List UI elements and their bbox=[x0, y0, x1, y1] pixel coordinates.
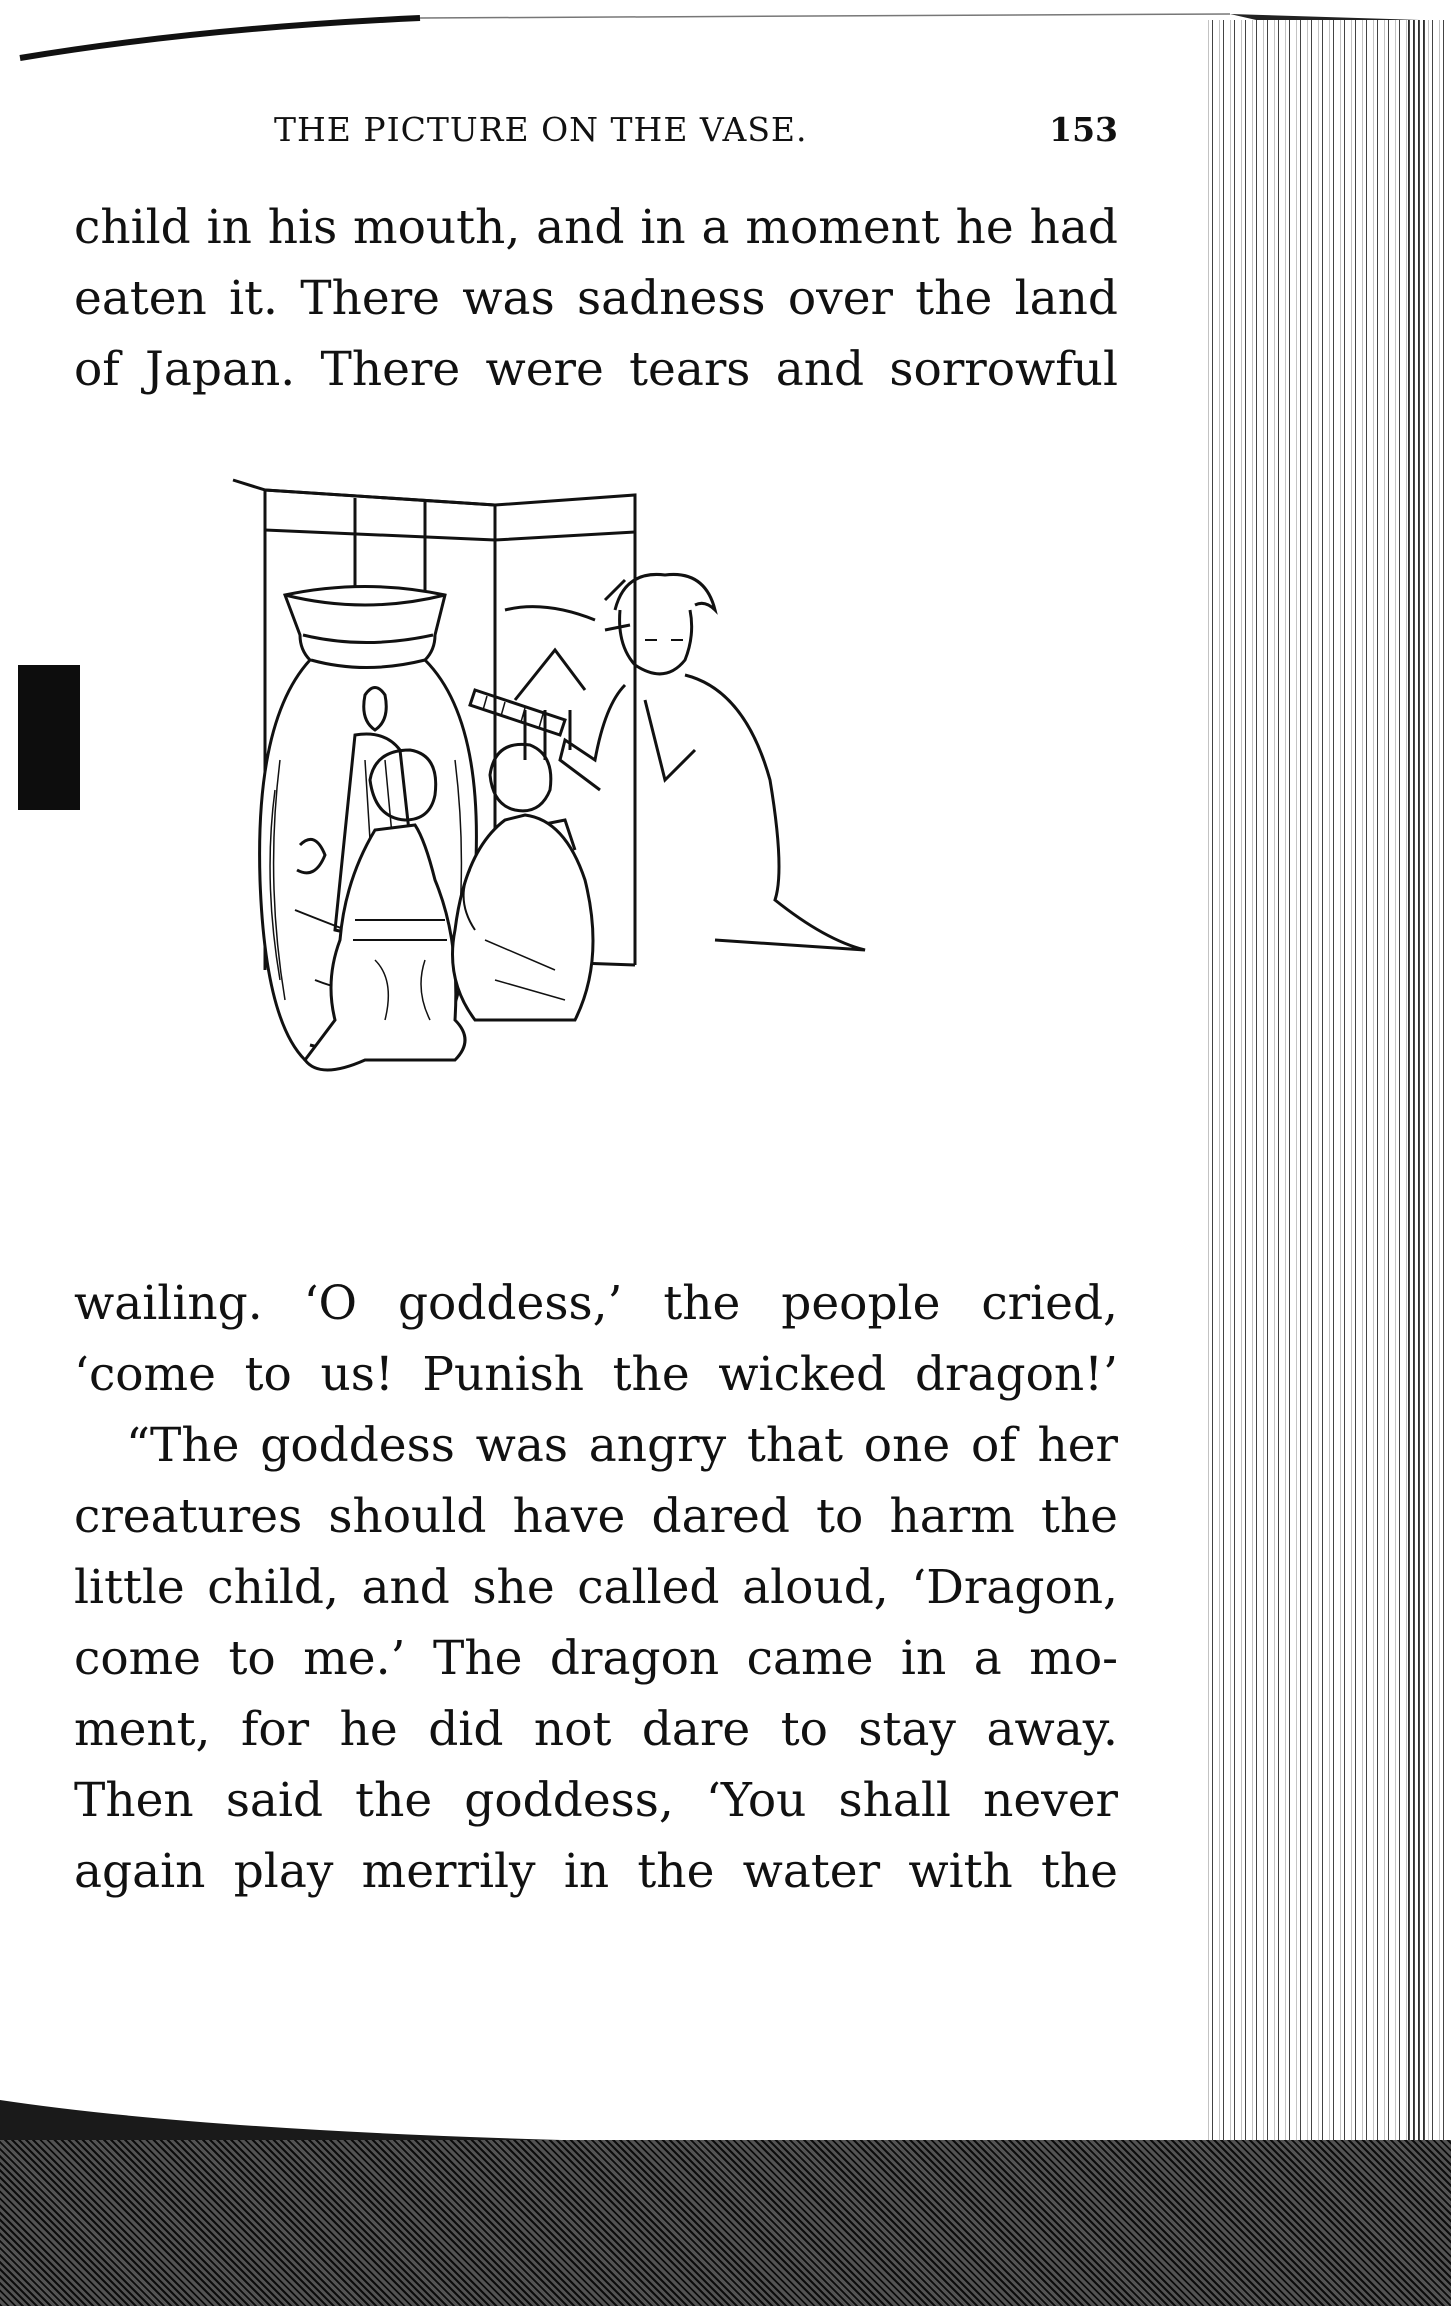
text-line: eaten it. There was sadness over the land bbox=[74, 271, 1118, 326]
text-line: little child, and she called aloud, ‘Dragon, bbox=[74, 1560, 1118, 1615]
text-line: ment, for he did not dare to stay away. bbox=[74, 1702, 1118, 1757]
text-line: creatures should have dared to harm the bbox=[74, 1489, 1118, 1544]
vase-scene-illustration bbox=[225, 460, 985, 1200]
text-line: Then said the goddess, ‘You shall never bbox=[74, 1773, 1118, 1828]
top-text-block bbox=[74, 192, 1118, 405]
text-line: child in his mouth, and in a moment he had bbox=[74, 200, 1118, 255]
page-header bbox=[274, 110, 1118, 160]
text-line: “The goddess was angry that one of her bbox=[126, 1418, 1118, 1473]
text-line: ‘come to us! Punish the wicked dragon!’ bbox=[74, 1347, 1118, 1402]
bottom-text-block bbox=[74, 1268, 1118, 1907]
text-line: of Japan. There were tears and sorrowful bbox=[74, 342, 1118, 397]
scan-bottom-edge bbox=[0, 2140, 1451, 2306]
running-head: THE PICTURE ON THE VASE. bbox=[274, 110, 808, 149]
book-outer-edge bbox=[1408, 20, 1426, 2170]
text-line: wailing. ‘O goddess,’ the people cried, bbox=[74, 1276, 1118, 1331]
text-line: come to me.’ The dragon came in a mo- bbox=[74, 1631, 1118, 1686]
scan-margin-mark bbox=[18, 665, 80, 810]
text-line: again play merrily in the water with the bbox=[74, 1844, 1118, 1899]
page-number: 153 bbox=[1049, 110, 1118, 149]
